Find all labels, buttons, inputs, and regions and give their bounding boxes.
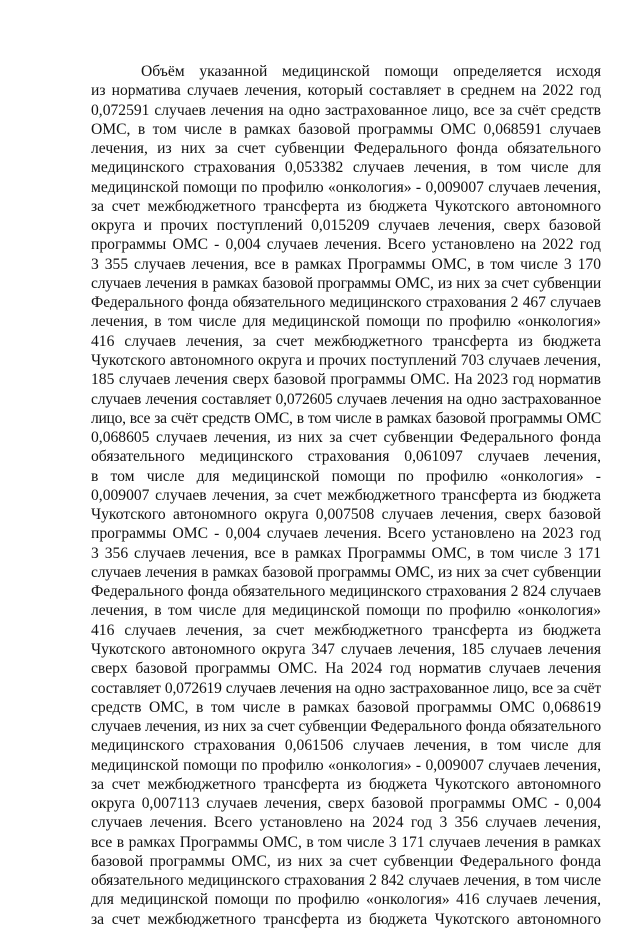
paragraph-line: Федерального фонда обязательного медицинского страхования 2 824 случаев xyxy=(91,583,601,601)
paragraph-line: Чукотского автономного округа 347 случаев лечения, 185 случаев лечения xyxy=(91,640,601,658)
paragraph-line: Чукотского автономного округа 0,007508 случаев лечения, сверх базовой xyxy=(91,506,601,524)
paragraph-line: ОМС, в том числе в рамках базовой программы ОМС 0,068591 случаев xyxy=(91,120,601,138)
paragraph-line: составляет 0,072619 случаев лечения на одно застрахованное лицо, все за счёт xyxy=(91,679,601,697)
paragraph-line: Федерального фонда обязательного медицинского страхования 2 467 случаев xyxy=(91,294,601,312)
paragraph-line: медицинского страхования 0,053382 случаев лечения, в том числе для xyxy=(91,159,601,177)
paragraph-line: лечения, в том числе для медицинской помощи по профилю «онкология» xyxy=(91,602,601,620)
paragraph-line: 185 случаев лечения сверх базовой программы ОМС. На 2023 год норматив xyxy=(91,371,601,389)
paragraph-line: программы ОМС - 0,004 случаев лечения. Всего установлено на 2022 год xyxy=(91,236,601,254)
paragraph-line: сверх базовой программы ОМС. На 2024 год норматив случаев лечения xyxy=(91,660,601,678)
paragraph-line: за счет межбюджетного трансферта из бюджета Чукотского автономного xyxy=(91,197,601,215)
paragraph-line: лечения, в том числе для медицинской помощи по профилю «онкология» xyxy=(91,313,601,331)
paragraph-line: из норматива случаев лечения, который составляет в среднем на 2022 год xyxy=(91,82,601,100)
paragraph-line: Чукотского автономного округа и прочих поступлений 703 случаев лечения, xyxy=(91,351,601,369)
paragraph-line: медицинского страхования 0,061506 случаев лечения, в том числе для xyxy=(91,737,601,755)
paragraph-line: обязательного медицинского страхования 0,061097 случаев лечения, xyxy=(91,448,601,466)
paragraph-line: округа и прочих поступлений 0,015209 случаев лечения, сверх базовой xyxy=(91,217,601,235)
paragraph-line: лицо, все за счёт средств ОМС, в том числе в рамках базовой программы ОМС xyxy=(91,409,601,427)
paragraph-line: программы ОМС - 0,004 случаев лечения. Всего установлено на 2023 год xyxy=(91,525,601,543)
paragraph-line: базовой программы ОМС, из них за счет субвенции Федерального фонда xyxy=(91,852,601,870)
paragraph-line: случаев лечения в рамках базовой программы ОМС, из них за счет субвенции xyxy=(91,274,601,292)
paragraph-line: случаев лечения составляет 0,072605 случаев лечения на одно застрахованное xyxy=(91,390,601,408)
paragraph-line: для медицинской помощи по профилю «онкология» 416 случаев лечения, xyxy=(91,891,601,909)
paragraph-line: случаев лечения. Всего установлено на 2024 год 3 356 случаев лечения, xyxy=(91,814,601,832)
paragraph-line: округа 0,007113 случаев лечения, сверх базовой программы ОМС - 0,004 xyxy=(91,795,601,813)
paragraph-line: случаев лечения, из них за счет субвенции Федерального фонда обязательного xyxy=(91,718,601,736)
body-paragraph xyxy=(91,62,601,929)
paragraph-line: 416 случаев лечения, за счет межбюджетного трансферта из бюджета xyxy=(91,621,601,639)
paragraph-line: случаев лечения в рамках базовой программы ОМС, из них за счет субвенции xyxy=(91,563,601,581)
paragraph-line: лечения, из них за счет субвенции Федерального фонда обязательного xyxy=(91,140,601,158)
paragraph-line: 0,072591 случаев лечения на одно застрахованное лицо, все за счёт средств xyxy=(91,101,601,119)
paragraph-line: все в рамках Программы ОМС, в том числе 3 171 случаев лечения в рамках xyxy=(91,833,601,851)
paragraph-line: медицинской помощи по профилю «онкология» - 0,009007 случаев лечения, xyxy=(91,756,601,774)
paragraph-line: в том числе для медицинской помощи по профилю «онкология» - xyxy=(91,467,601,485)
paragraph-line: 416 случаев лечения, за счет межбюджетного трансферта из бюджета xyxy=(91,332,601,350)
paragraph-line: медицинской помощи по профилю «онкология» - 0,009007 случаев лечения, xyxy=(91,178,601,196)
paragraph-line: обязательного медицинского страхования 2 842 случаев лечения, в том числе xyxy=(91,872,601,890)
paragraph-line: 3 356 случаев лечения, все в рамках Программы ОМС, в том числе 3 171 xyxy=(91,544,601,562)
paragraph-line: за счет межбюджетного трансферта из бюджета Чукотского автономного xyxy=(91,910,601,928)
paragraph-line: за счет межбюджетного трансферта из бюджета Чукотского автономного xyxy=(91,775,601,793)
paragraph-line: средств ОМС, в том числе в рамках базовой программы ОМС 0,068619 xyxy=(91,698,601,716)
paragraph-line: Объём указанной медицинской помощи определяется исходя xyxy=(141,63,601,80)
paragraph-line: 0,009007 случаев лечения, за счет межбюджетного трансферта из бюджета xyxy=(91,486,601,504)
paragraph-line: 0,068605 случаев лечения, из них за счет субвенции Федерального фонда xyxy=(91,429,601,447)
paragraph-line: 3 355 случаев лечения, все в рамках Программы ОМС, в том числе 3 170 xyxy=(91,255,601,273)
